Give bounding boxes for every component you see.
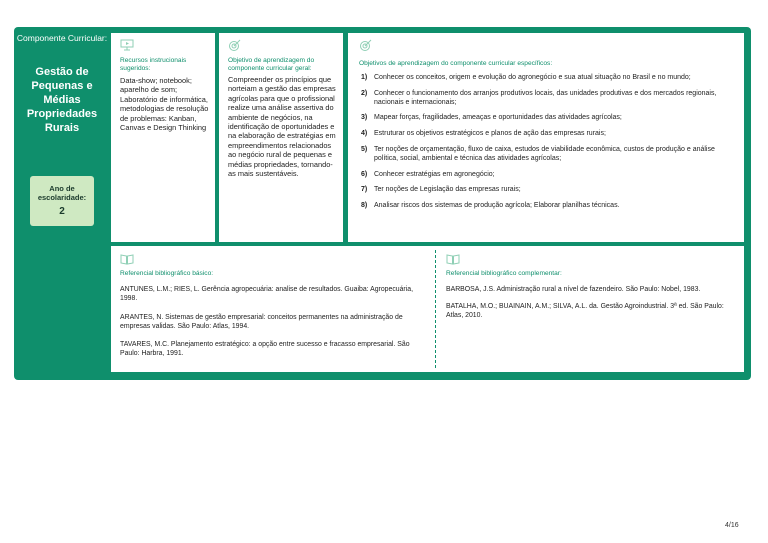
presentation-board-icon [120, 39, 134, 51]
complementary-bibliography [436, 246, 744, 372]
resources-text: Data-show; notebook; aparelho de som; Laboratório de informática, metodologias de resolução de problemas: Kanban, Canvas e Design Thinking [120, 76, 209, 133]
component-title: Gestão de Pequenas e Médias Propriedades Rurais [26, 66, 98, 134]
complementary-bibliography-title: Referencial bibliográfico complementar: [446, 270, 562, 277]
complementary-reference: BATALHA, M.O.; BUAINAIN, A.M.; SILVA, A.L. da. Gestão Agroindustrial. 3ª ed. São Paulo: Atlas, 2010. [446, 303, 724, 319]
open-book-icon [120, 253, 134, 265]
general-objective-text: Compreender os princípios que norteiam a gestão das empresas agrícolas para que o profissional realize uma análise assertiva do ambiente de negócios, na identificação de oportunidades e na elaboração de estratégias em empreendimentos relacionados ao negócio rural de pequenas e médias propriedades, tornando-as mais sustentáveis. [228, 75, 336, 179]
list-item: 7) Ter noções de Legislação das empresas rurais; [361, 186, 521, 194]
resources-title: Recursos instrucionais sugeridos: [120, 57, 187, 72]
list-item: 2) Conhecer o funcionamento dos arranjos produtivos locais, das unidades produtivas e dos mercados regionais, nacionais e internacionais; [361, 89, 717, 106]
complementary-reference: BARBOSA, J.S. Administração rural a nível de fazendeiro. São Paulo: Nobel, 1983. [446, 286, 701, 293]
basic-bibliography-title: Referencial bibliográfico básico: [120, 270, 214, 277]
school-year-value: 2 [59, 206, 65, 217]
list-item: 5) Ter noções de orçamentação, fluxo de caixa, estudos de viabilidade econômica, custos de produção e análise política, social, ambiental e técnica das atividades agrícolas; [361, 145, 715, 162]
basic-bibliography [111, 246, 435, 372]
open-book-icon [446, 253, 460, 265]
component-label: Componente Curricular: [16, 33, 108, 43]
basic-reference: ANTUNES, L.M.; RIES, L. Gerência agropecuária: analise de resultados. Guaiba: Agropecuária, 1998. [120, 286, 414, 302]
basic-reference: ARANTES, N. Sistemas de gestão empresarial: conceitos permanentes na administração de empresas validas. São Paulo: Atlas, 1994. [120, 314, 403, 330]
sidebar [14, 27, 110, 380]
target-icon [228, 39, 242, 51]
resources-panel [111, 33, 215, 242]
target-icon [359, 39, 373, 51]
page-number: 4/16 [725, 522, 739, 529]
list-item: 3) Mapear forças, fragilidades, ameaças e oportunidades das atividades agrícolas; [361, 114, 622, 122]
specific-objectives-panel [348, 33, 744, 242]
specific-objectives-list [361, 74, 737, 218]
list-item: 1) Conhecer os conceitos, origem e evolução do agronegócio e sua atual situação no Brasil e no mundo; [361, 74, 691, 81]
basic-reference: TAVARES, M.C. Planejamento estratégico: a opção entre sucesso e fracasso empresarial. São Paulo: Harbra, 1991. [120, 341, 410, 357]
list-item: 8) Analisar riscos dos sistemas de produção agrícola; Elaborar planilhas técnicas. [361, 202, 620, 210]
general-objective-title: Objetivo de aprendizagem do componente curricular geral: [228, 57, 315, 72]
general-objective-panel [219, 33, 343, 242]
specific-objectives-title: Objetivos de aprendizagem do componente curricular específicos: [359, 60, 553, 67]
bibliography-panel [111, 246, 744, 372]
school-year-box [30, 176, 94, 226]
list-item: 4) Estruturar os objetivos estratégicos e planos de ação das empresas rurais; [361, 130, 606, 138]
school-year-label: Ano de escolaridade: [37, 184, 87, 202]
list-item: 6) Conhecer estratégias em agronegócio; [361, 170, 495, 178]
